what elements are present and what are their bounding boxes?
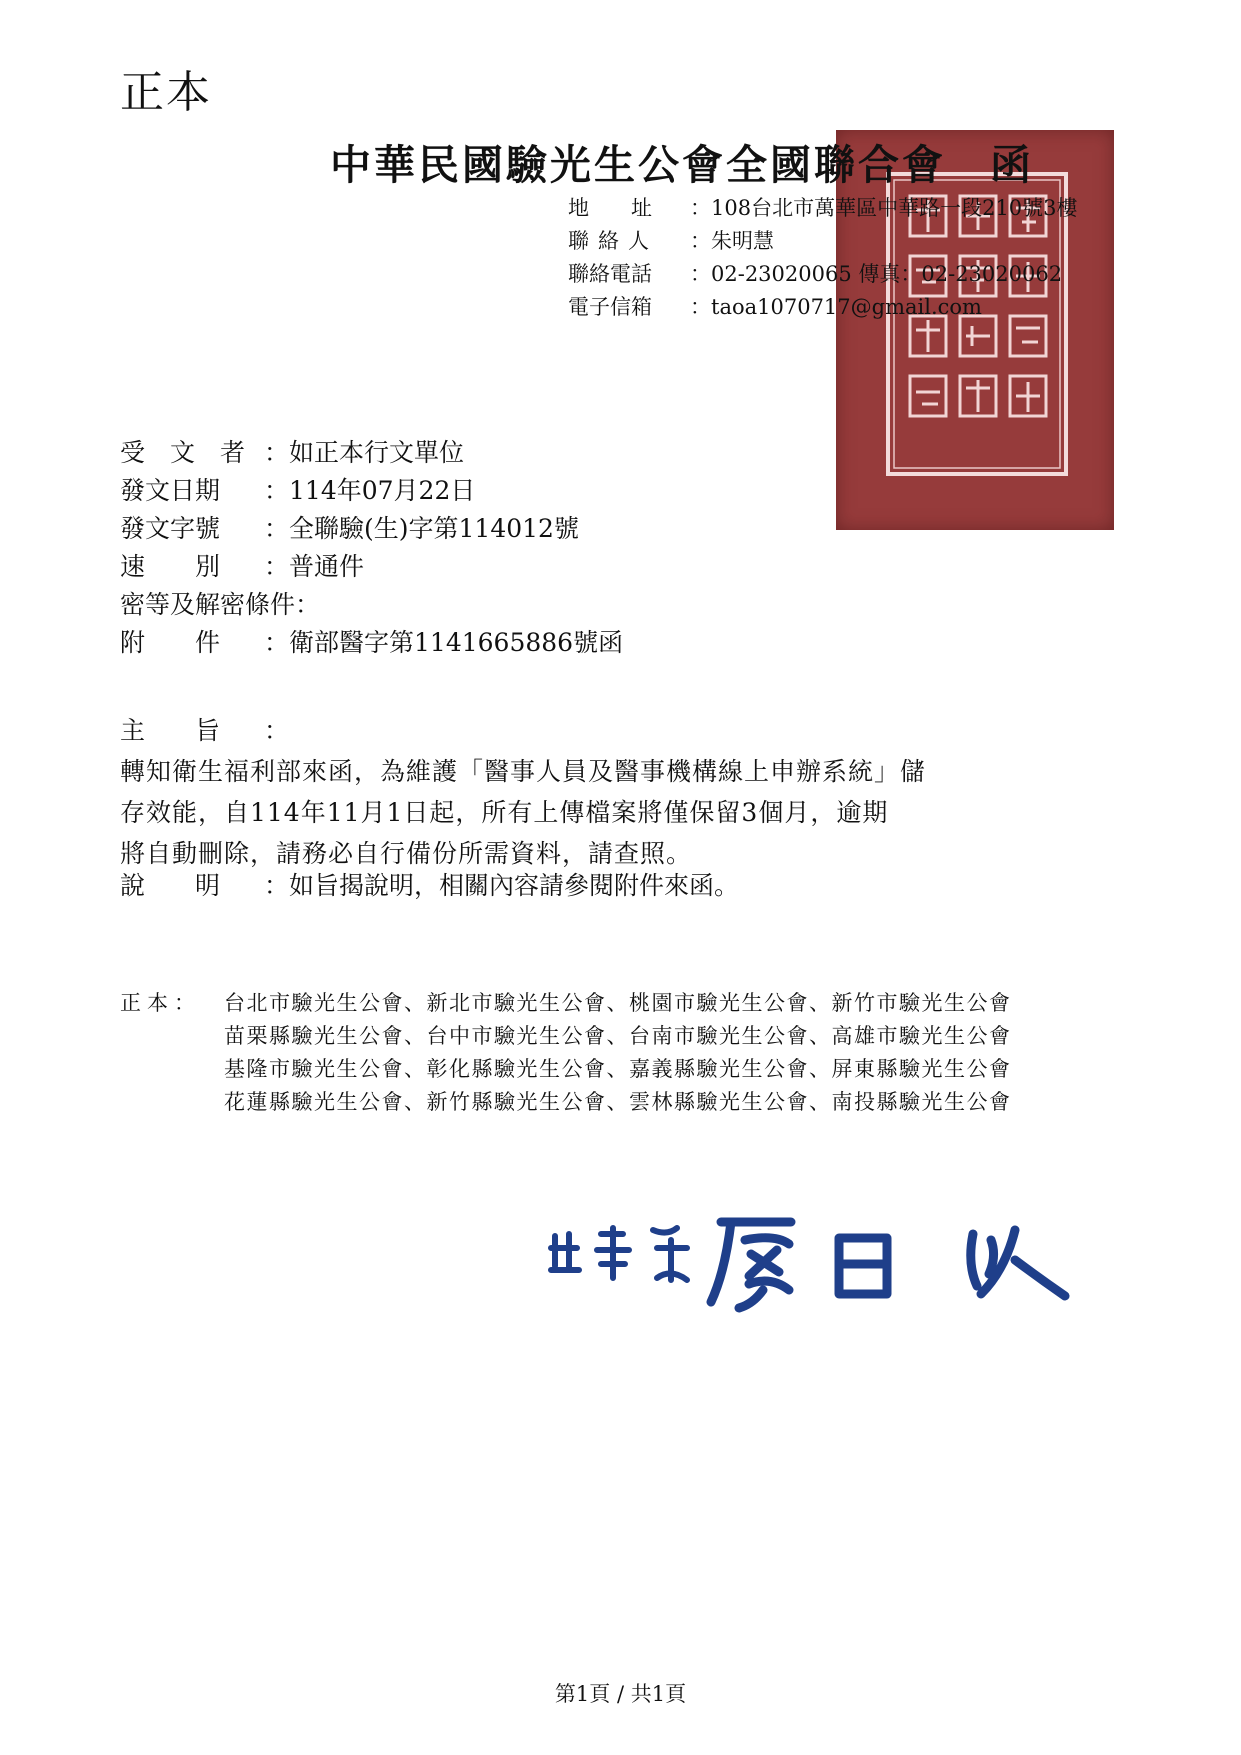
contact-person-row: 聯絡人 ：朱明慧 xyxy=(568,225,1078,258)
meta-value: 衛部醫字第1141665886號函 xyxy=(289,628,624,657)
contact-email-row: 電子信箱 ：taoa1070717@gmail.com xyxy=(568,291,1078,324)
explanation-label: 說 明 xyxy=(120,871,221,900)
meta-value: 普通件 xyxy=(289,552,365,581)
subject-line: 將自動刪除，請務必自行備份所需資料，請查照。 xyxy=(120,839,693,868)
subject-body xyxy=(120,751,1020,874)
recipients-label: 正本： xyxy=(120,991,201,1015)
contact-label: 地 址 xyxy=(568,196,652,220)
contact-label: 電子信箱 xyxy=(568,295,652,319)
subject-line: 轉知衛生福利部來函，為維護「醫事人員及醫事機構線上申辦系統」儲 xyxy=(120,757,927,786)
priority-row: 速 別 ：普通件 xyxy=(120,548,623,586)
recipients-line: 台北市驗光生公會、新北市驗光生公會、桃園市驗光生公會、新竹市驗光生公會 xyxy=(224,991,1012,1015)
recipients-line: 苗栗縣驗光生公會、台中市驗光生公會、台南市驗光生公會、高雄市驗光生公會 xyxy=(224,1024,1012,1048)
recipient-row: 受 文 者 ：如正本行文單位 xyxy=(120,434,623,472)
meta-value: 如正本行文單位 xyxy=(289,438,465,467)
page-number: 第1頁 / 共1頁 xyxy=(554,1682,687,1706)
copy-type-label: 正本 xyxy=(120,67,212,118)
contact-value: 108台北市萬華區中華路一段210號3樓 xyxy=(711,196,1078,220)
contact-label: 聯絡電話 xyxy=(568,262,652,286)
document-number-row: 發文字號 ：全聯驗(生)字第114012號 xyxy=(120,510,623,548)
meta-value: 全聯驗(生)字第114012號 xyxy=(289,514,579,543)
meta-label: 受 文 者 xyxy=(120,438,246,467)
recipients-line: 基隆市驗光生公會、彰化縣驗光生公會、嘉義縣驗光生公會、屏東縣驗光生公會 xyxy=(224,1057,1012,1081)
subject-line: 存效能，自114年11月1日起，所有上傳檔案將僅保留3個月，逾期 xyxy=(120,798,889,827)
contact-value: 朱明慧 xyxy=(711,229,774,253)
meta-value: 114年07月22日 xyxy=(289,476,476,505)
subject-label: 主 旨 xyxy=(120,716,221,745)
contact-value: 02-23020065 傳真：02-23020062 xyxy=(711,262,1063,286)
sender-contact-block xyxy=(568,192,1078,324)
meta-label: 附 件 xyxy=(120,628,221,657)
contact-value: taoa1070717@gmail.com xyxy=(711,295,982,319)
meta-label: 密等及解密條件 xyxy=(120,590,296,619)
attachment-row: 附 件 ：衛部醫字第1141665886號函 xyxy=(120,624,623,662)
document-title: 中華民國驗光生公會全國聯合會 函 xyxy=(330,141,1034,189)
explanation-text: 如旨揭說明，相關內容請參閱附件來函。 xyxy=(289,871,740,900)
subject-section xyxy=(120,710,1170,874)
contact-label: 聯絡人 xyxy=(568,229,658,253)
meta-label: 發文日期 xyxy=(120,476,221,505)
recipients-line: 花蓮縣驗光生公會、新竹縣驗光生公會、雲林縣驗光生公會、南投縣驗光生公會 xyxy=(224,1090,1012,1114)
recipients-section xyxy=(120,987,1012,1119)
contact-phone-row: 聯絡電話 ：02-23020065 傳真：02-23020062 xyxy=(568,258,1078,291)
meta-label: 發文字號 xyxy=(120,514,221,543)
explanation-section: 說 明 ：如旨揭說明，相關內容請參閱附件來函。 xyxy=(120,866,739,906)
label-colon: ： xyxy=(264,716,290,745)
recipients-list xyxy=(224,987,1012,1119)
classification-row: 密等及解密條件： xyxy=(120,590,321,619)
meta-label: 速 別 xyxy=(120,552,221,581)
recipients-label-text: 正本 xyxy=(120,991,174,1015)
chairman-signature xyxy=(545,1210,1085,1320)
document-meta-block xyxy=(120,434,623,662)
issue-date-row: 發文日期 ：114年07月22日 xyxy=(120,472,623,510)
contact-address-row: 地 址 ：108台北市萬華區中華路一段210號3樓 xyxy=(568,192,1078,225)
